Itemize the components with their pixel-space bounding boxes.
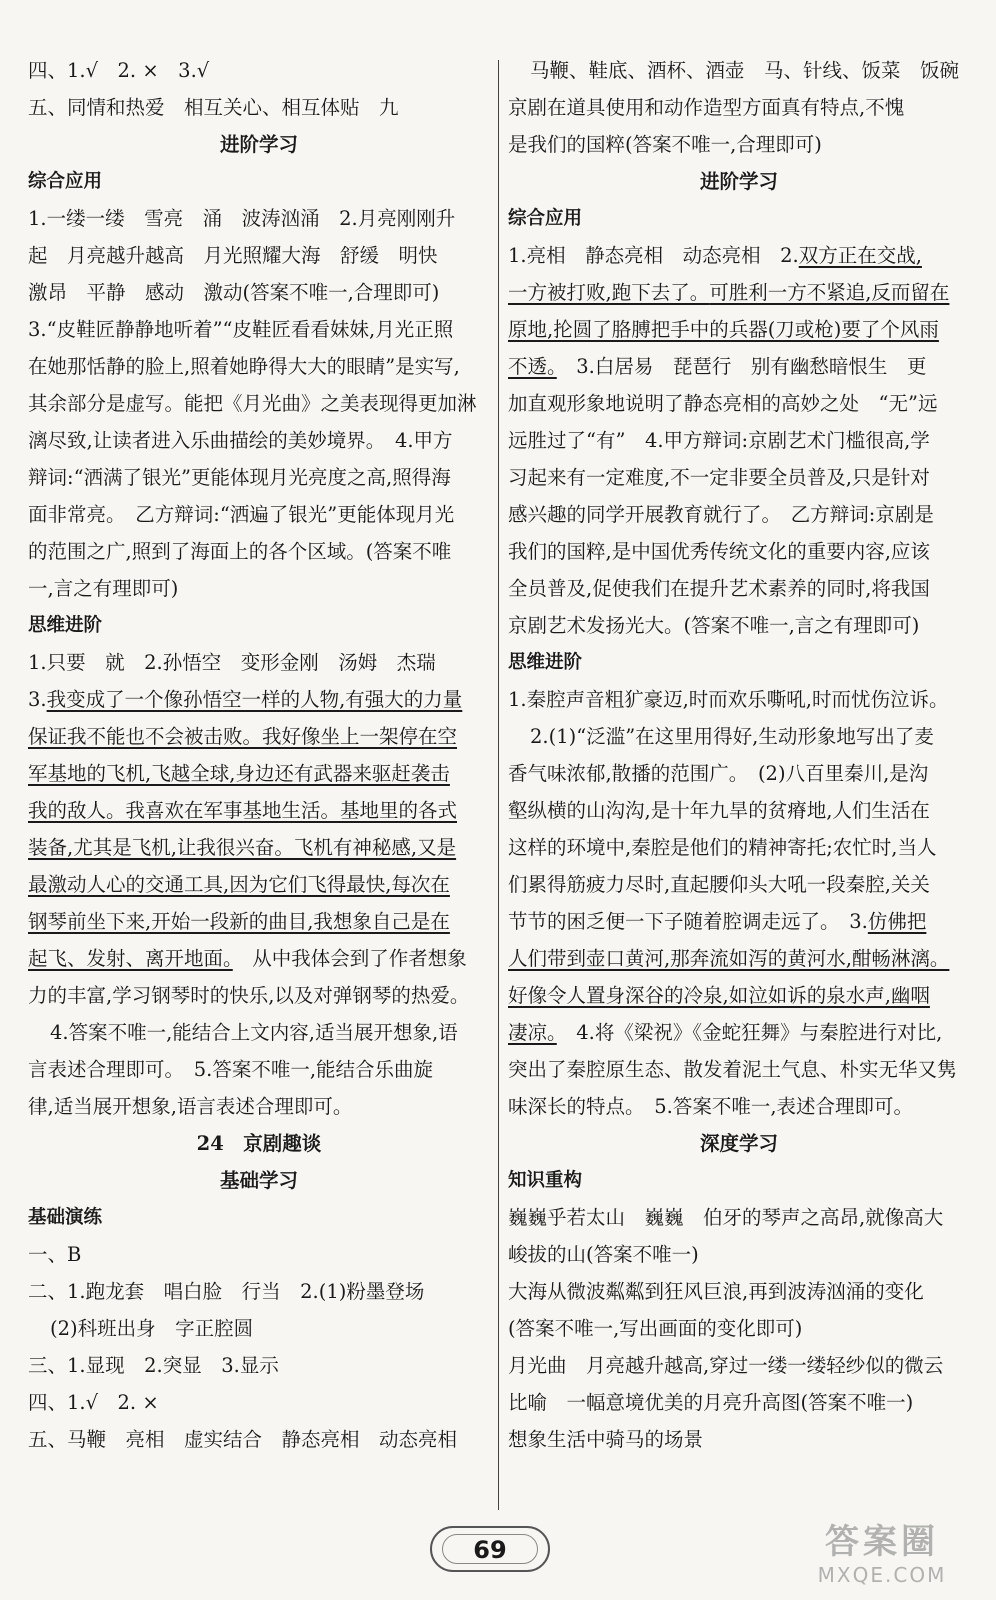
answer-line: 激昂 平静 感动 激动(答案不唯一,合理即可) xyxy=(28,281,440,304)
answer-line: 京剧在道具使用和动作造型方面真有特点,不愧 xyxy=(508,96,905,119)
answer-line: 感兴趣的同学开展教育就行了。 乙方辩词:京剧是 xyxy=(508,503,934,526)
subheading-comprehensive: 综合应用 xyxy=(508,208,583,229)
answer-line: 一、B xyxy=(28,1243,82,1266)
answer-line: 4.答案不唯一,能结合上文内容,适当展开想象,语 xyxy=(50,1021,458,1044)
answer-line: 远胜过了“有” 4.甲方辩词:京剧艺术门槛很高,学 xyxy=(508,429,930,452)
answer-line: 想象生活中骑马的场景 xyxy=(508,1428,704,1451)
underlined-line: 军基地的飞机,飞越全球,身边还有武器来驱赶袭击 xyxy=(28,762,450,785)
answer-line: 在她那恬静的脸上,照着她睁得大大的眼睛”是实写, xyxy=(28,355,460,378)
subheading-knowledge: 知识重构 xyxy=(508,1170,583,1191)
answer-line xyxy=(508,1014,970,1051)
answer-line: 面非常亮。 乙方辩词:“洒遍了银光”更能体现月光 xyxy=(28,503,455,526)
underlined-line: 最激动人心的交通工具,因为它们飞得最快,每次在 xyxy=(28,873,450,896)
answer-line: 全员普及,促使我们在提升艺术素养的同时,将我国 xyxy=(508,577,930,600)
answer-line: 四、1.√ 2. × xyxy=(28,1391,159,1414)
answer-line: 二、1.跑龙套 唱白脸 行当 2.(1)粉墨登场 xyxy=(28,1280,425,1303)
underlined-text: 凄凉。 xyxy=(508,1021,557,1044)
subheading-thinking: 思维进阶 xyxy=(28,615,103,636)
answer-line: 五、同情和热爱 相互关心、相互体贴 九 xyxy=(28,96,399,119)
underlined-text: 不透。 xyxy=(508,355,557,378)
answer-line: 香气味浓郁,散播的范围广。 (2)八百里秦川,是沟 xyxy=(508,762,929,785)
subheading-practice: 基础演练 xyxy=(28,1207,103,1228)
answer-line: 漓尽致,让读者进入乐曲描绘的美妙境界。 4.甲方 xyxy=(28,429,453,452)
answer-line: 1.一缕一缕 雪亮 涌 波涛汹涌 2.月亮刚刚升 xyxy=(28,207,456,230)
underlined-text: 我变成了一个像孙悟空一样的人物,有强大的力量 xyxy=(46,688,463,711)
answer-line: 比喻 一幅意境优美的月亮升高图(答案不唯一) xyxy=(508,1391,914,1414)
lesson-title: 24 京剧趣谈 xyxy=(196,1132,322,1155)
underlined-text: 起飞、发射、离开地面。 xyxy=(28,947,233,970)
answer-text: 节节的困乏便一下子随着腔调走远了。 3. xyxy=(508,910,868,933)
answer-line: 这样的环境中,秦腔是他们的精神寄托;农忙时,当人 xyxy=(508,836,937,859)
answer-line: 1.只要 就 2.孙悟空 变形金刚 汤姆 杰瑞 xyxy=(28,651,436,674)
section-heading-advanced: 进阶学习 xyxy=(219,133,298,156)
section-heading-deep: 深度学习 xyxy=(699,1132,778,1155)
answer-line: 五、马鞭 亮相 虚实结合 静态亮相 动态亮相 xyxy=(28,1428,458,1451)
answer-line: 一,言之有理即可) xyxy=(28,577,179,600)
answer-line xyxy=(508,274,970,311)
answer-line: 起 月亮越升越高 月光照耀大海 舒缓 明快 xyxy=(28,244,438,267)
answer-line: 加直观形象地说明了静态亮相的高妙之处 “无”远 xyxy=(508,392,938,415)
underlined-line: 钢琴前坐下来,开始一段新的曲目,我想象自己是在 xyxy=(28,910,450,933)
answer-line: 言表述合理即可。 5.答案不唯一,能结合乐曲旋 xyxy=(28,1058,434,1081)
answer-line xyxy=(28,681,490,718)
answer-line: 四、1.√ 2. × 3.√ xyxy=(28,59,210,82)
answer-text: 1.亮相 静态亮相 动态亮相 2. xyxy=(508,244,799,267)
answer-line xyxy=(508,348,970,385)
underlined-text: 一方被打败,跑下去了。 xyxy=(508,281,710,304)
answer-line: 2.(1)“泛滥”在这里用得好,生动形象地写出了麦 xyxy=(530,725,934,748)
answer-text: 3.白居易 琵琶行 别有幽愁暗恨生 更 xyxy=(556,355,927,378)
answer-line: (答案不唯一,写出画面的变化即可) xyxy=(508,1317,803,1340)
answer-line: 味深长的特点。 5.答案不唯一,表述合理即可。 xyxy=(508,1095,914,1118)
answer-line: 京剧艺术发扬光大。(答案不唯一,言之有理即可) xyxy=(508,614,920,637)
answer-line xyxy=(508,237,970,274)
answer-line: 其余部分是虚写。能把《月光曲》之美表现得更加淋 xyxy=(28,392,477,415)
underlined-text: 双方正在交战, xyxy=(798,244,922,267)
answer-line: 我们的国粹,是中国优秀传统文化的重要内容,应该 xyxy=(508,540,930,563)
answer-line: 突出了秦腔原生态、散发着泥土气息、朴实无华又隽 xyxy=(508,1058,957,1081)
answer-line: 大海从微波粼粼到狂风巨浪,再到波涛汹涌的变化 xyxy=(508,1280,924,1303)
answer-line: 月光曲 月亮越升越高,穿过一缕一缕轻纱似的微云 xyxy=(508,1354,944,1377)
answer-line: 1.秦腔声音粗犷豪迈,时而欢乐嘶吼,时而忧伤泣诉。 xyxy=(508,688,949,711)
answer-line xyxy=(28,940,490,977)
answer-line: 峻拔的山(答案不唯一) xyxy=(508,1243,699,1266)
answer-line: 律,适当展开想象,语言表述合理即可。 xyxy=(28,1095,353,1118)
answer-line: 的范围之广,照到了海面上的各个区域。(答案不唯 xyxy=(28,540,452,563)
answer-line: 们累得筋疲力尽时,直起腰仰头大吼一段秦腔,关关 xyxy=(508,873,930,896)
left-column xyxy=(28,52,490,1458)
section-heading-basic: 基础学习 xyxy=(219,1169,298,1192)
underlined-line: 原地,抡圆了胳膊把手中的兵器(刀或枪)要了个风雨 xyxy=(508,318,939,341)
answer-line: 3.“皮鞋匠静静地听着”“皮鞋匠看看妹妹,月光正照 xyxy=(28,318,454,341)
column-divider xyxy=(498,60,499,1510)
answer-line: 壑纵横的山沟沟,是十年九旱的贫瘠地,人们生活在 xyxy=(508,799,930,822)
underlined-text: 仿佛把 xyxy=(867,910,927,933)
answer-line: 是我们的国粹(答案不唯一,合理即可) xyxy=(508,133,822,156)
answer-line xyxy=(508,903,970,940)
underlined-line: 保证我不能也不会被击败。我好像坐上一架停在空 xyxy=(28,725,458,748)
underlined-line: 我的敌人。我喜欢在军事基地生活。基地里的各式 xyxy=(28,799,458,822)
answer-text: 4.将《梁祝》《金蛇狂舞》与秦腔进行对比, xyxy=(556,1021,943,1044)
answer-text: 从中我体会到了作者想象 xyxy=(232,947,467,970)
underlined-text: 可胜利一方不紧追,反而留在 xyxy=(709,281,950,304)
subheading-thinking: 思维进阶 xyxy=(508,652,583,673)
section-heading-advanced: 进阶学习 xyxy=(699,170,778,193)
underlined-line: 好像令人置身深谷的冷泉,如泣如诉的泉水声,幽咽 xyxy=(508,984,930,1007)
answer-line: 马鞭、鞋底、酒杯、酒壶 马、针线、饭菜 饭碗 xyxy=(530,59,960,82)
answer-number: 3. xyxy=(28,688,47,711)
answer-line: (2)科班出身 字正腔圆 xyxy=(50,1317,254,1340)
answer-line: 力的丰富,学习钢琴时的快乐,以及对弹钢琴的热爱。 xyxy=(28,984,470,1007)
watermark-url: MXQE.COM xyxy=(817,1563,947,1587)
site-watermark xyxy=(782,1522,982,1594)
page-number: 69 xyxy=(430,1526,550,1572)
answer-line: 三、1.显现 2.突显 3.显示 xyxy=(28,1354,279,1377)
right-column xyxy=(508,52,970,1458)
answer-line: 习起来有一定难度,不一定非要全员普及,只是针对 xyxy=(508,466,930,489)
underlined-line: 人们带到壶口黄河,那奔流如泻的黄河水,酣畅淋漓。 xyxy=(508,947,950,970)
underlined-line: 装备,尤其是飞机,让我很兴奋。飞机有神秘感,又是 xyxy=(28,836,457,859)
answer-line: 巍巍乎若太山 巍巍 伯牙的琴声之高昂,就像高大 xyxy=(508,1206,944,1229)
watermark-logo-text: 答案圈 xyxy=(825,1522,939,1562)
subheading-comprehensive: 综合应用 xyxy=(28,171,103,192)
answer-line: 辩词:“洒满了银光”更能体现月光亮度之高,照得海 xyxy=(28,466,451,489)
